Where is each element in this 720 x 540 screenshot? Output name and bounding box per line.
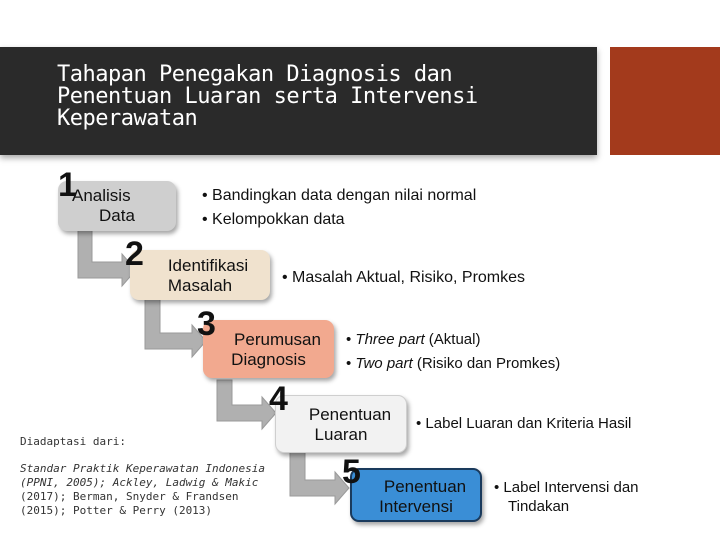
step-2-box (130, 250, 270, 300)
step-3-label-line-2: Diagnosis (231, 350, 306, 369)
step-1-bullets (202, 184, 476, 232)
slide-title: Tahapan Penegakan Diagnosis dan Penentuan Luaran serta Intervensi Keperawatan (57, 62, 478, 131)
connector-arrow-4 (290, 448, 349, 504)
step-3-bullet-1: • Three part (Aktual) (346, 328, 560, 352)
step-4-bullet-1: • Label Luaran dan Kriteria Hasil (416, 412, 631, 436)
step-1-number: 1 (58, 166, 77, 204)
step-1-label-line-1: Analisis (72, 186, 131, 205)
step-5-bullets (494, 478, 639, 516)
step-5-number: 5 (342, 453, 361, 491)
source-citation (20, 462, 280, 518)
source-line-2 (20, 476, 280, 490)
source-line-4: (2015); Potter & Perry (2013) (20, 504, 213, 517)
step-4-box (275, 395, 407, 453)
source-line-3: (2017); Berman, Snyder & Frandsen (20, 490, 239, 503)
step-5-label-line-2: Intervensi (379, 497, 453, 516)
step-5-bullet-2: Tindakan (508, 498, 570, 515)
step-2-bullets (282, 266, 525, 290)
step-5-bullet-1: • Label Intervensi dan (494, 478, 639, 497)
source-line-1: Standar Praktik Keperawatan Indonesia (20, 462, 266, 475)
step-2-label-line-1: Identifikasi (167, 256, 249, 275)
step-3-label-line-1: Perumusan (234, 330, 321, 349)
source-heading: Diadaptasi dari: (20, 435, 126, 448)
step-1-bullet-2: • Kelompokkan data (202, 208, 476, 232)
step-4-label-line-1: Penentuan (308, 405, 392, 424)
step-1-bullet-1: • Bandingkan data dengan nilai normal (202, 184, 476, 208)
step-1-label-line-2: Data (99, 206, 135, 225)
step-5-box (350, 468, 482, 522)
step-4-bullets (416, 412, 631, 436)
step-4-number: 4 (269, 380, 288, 418)
step-3-box (203, 320, 334, 378)
step-4-label-line-2: Luaran (314, 425, 368, 444)
step-3-bullets (346, 328, 560, 376)
step-3-bullet-2: • Two part (Risiko dan Promkes) (346, 352, 560, 376)
source-line-2-text: (PPNI, 2005); Ackley, Ladwig & Makic (20, 476, 259, 489)
step-5-label-line-1: Penentuan (383, 477, 467, 496)
step-2-label-line-2: Masalah (167, 276, 233, 295)
step-2-bullet-1: • Masalah Aktual, Risiko, Promkes (282, 266, 525, 290)
step-2-number: 2 (125, 235, 144, 273)
step-3-number: 3 (197, 305, 216, 343)
connector-arrow-3 (217, 380, 276, 429)
